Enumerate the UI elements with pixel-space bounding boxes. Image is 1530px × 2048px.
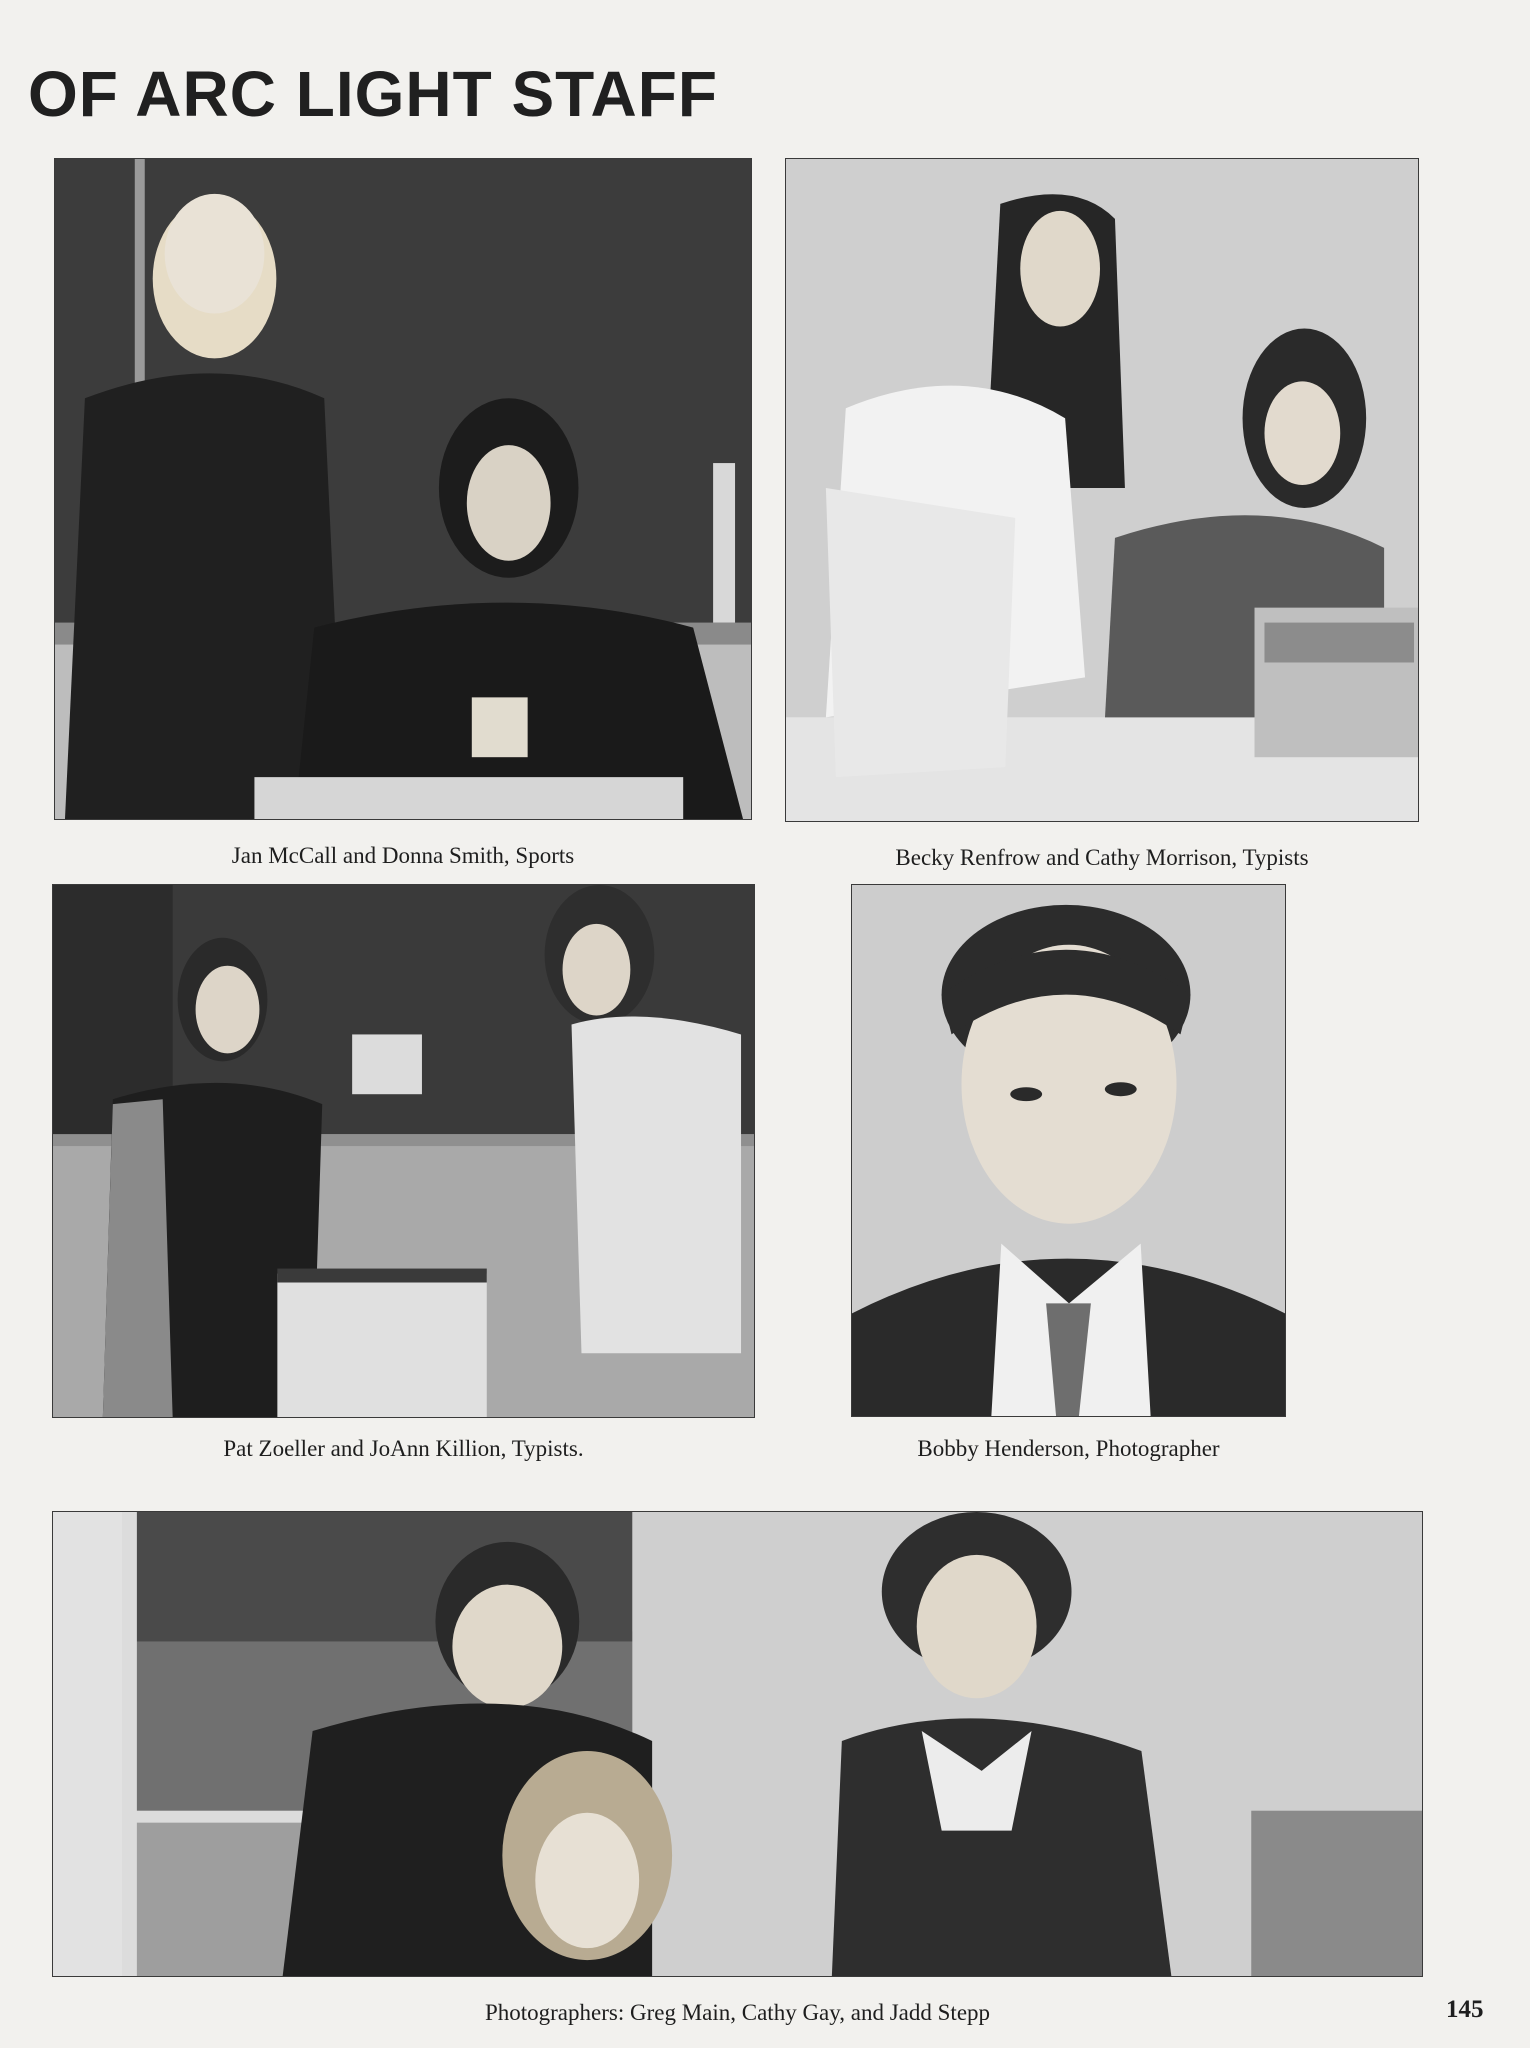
photo-photographers	[52, 1511, 1423, 1977]
photo-typists-1	[785, 158, 1419, 822]
caption-portrait-photographer: Bobby Henderson, Photographer	[917, 1436, 1220, 1461]
photo-portrait-photographer	[851, 884, 1286, 1417]
page-title: OF ARC LIGHT STAFF	[28, 58, 718, 130]
caption-typists-2: Pat Zoeller and JoAnn Killion, Typists.	[223, 1436, 584, 1461]
photo-sports-staff	[54, 158, 752, 820]
caption-typists-1: Becky Renfrow and Cathy Morrison, Typists	[895, 845, 1309, 870]
caption-sports-staff: Jan McCall and Donna Smith, Sports	[231, 843, 575, 868]
page-number: 145	[1446, 1996, 1484, 2023]
caption-photographers: Photographers: Greg Main, Cathy Gay, and Jadd Stepp	[484, 2000, 991, 2025]
photo-typists-2	[52, 884, 755, 1418]
